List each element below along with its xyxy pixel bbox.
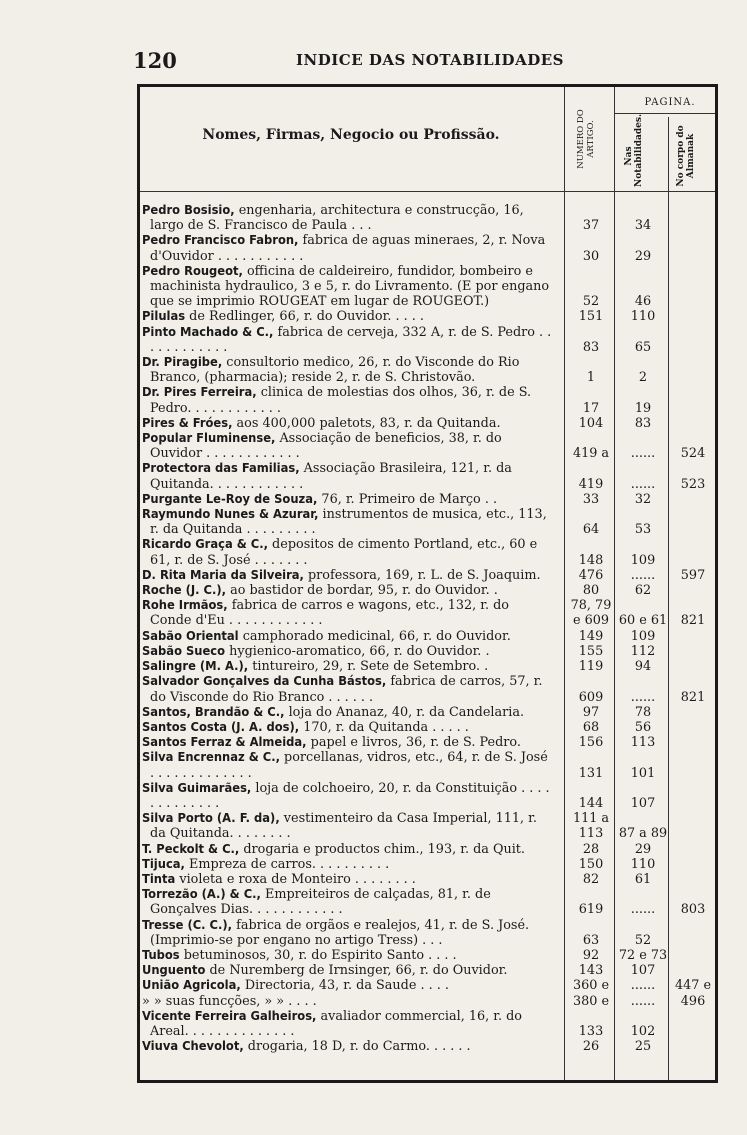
entry-description: ao bastidor de bordar, 95, r. do Ouvidor. . bbox=[226, 583, 498, 599]
entry-name: Tubos bbox=[142, 947, 180, 963]
entry-name: T. Peckolt & C., bbox=[142, 841, 240, 857]
article-number: 148 bbox=[578, 552, 604, 568]
entry-text bbox=[140, 644, 554, 659]
article-number: 26 bbox=[582, 1039, 600, 1055]
entry-text bbox=[140, 309, 554, 324]
entry-name: Santos, Brandão & C., bbox=[142, 704, 285, 720]
entry-text bbox=[140, 659, 554, 674]
article-number: 360 e bbox=[572, 978, 610, 994]
table-row bbox=[140, 994, 715, 1009]
entry-name: Silva Encrennaz & C., bbox=[142, 750, 280, 766]
article-number: 80 bbox=[582, 583, 600, 599]
page-notabilidades: 29 bbox=[634, 248, 652, 264]
entry-description: loja do Ananaz, 40, r. da Candelaria. bbox=[284, 704, 525, 720]
entry-description: fabrica de aguas mineraes, 2, r. Nova d'Ouvidor . . . . . . . . . . . bbox=[150, 233, 546, 264]
entry-name: Purgante Le-Roy de Souza, bbox=[142, 491, 318, 507]
entry-text bbox=[140, 705, 554, 720]
table-row bbox=[140, 857, 715, 872]
table-row bbox=[140, 948, 715, 963]
entry-text bbox=[140, 750, 554, 780]
table-row bbox=[140, 416, 715, 431]
entry-description: avaliador commercial, 16, r. do Areal. . . . . . . . . . . . . . bbox=[150, 1008, 522, 1039]
entry-name: Sabão Sueco bbox=[142, 643, 226, 659]
article-number: 419 bbox=[578, 476, 604, 492]
entry-text bbox=[140, 629, 554, 644]
page-almanak: 821 bbox=[680, 689, 706, 705]
page-notabilidades: 34 bbox=[634, 218, 652, 234]
article-number: 37 bbox=[582, 218, 600, 234]
table-row bbox=[140, 781, 715, 811]
article-number: 619 bbox=[578, 902, 604, 918]
entry-text bbox=[140, 978, 554, 993]
entry-description: de Nuremberg de Irnsinger, 66, r. do Ouvidor. bbox=[205, 963, 508, 979]
entry-description: engenharia, architectura e construcção, 16, largo de S. Francisco de Paula . . . bbox=[150, 203, 524, 234]
entry-name: Protectora das Familias, bbox=[142, 461, 300, 477]
entry-name: Pedro Francisco Fabron, bbox=[142, 233, 299, 249]
entry-text bbox=[140, 842, 554, 857]
article-number: 476 bbox=[578, 567, 604, 583]
table-row bbox=[140, 887, 715, 917]
entry-description: consultorio medico, 26, r. do Visconde do Rio Branco, (pharmacia); reside 2, r. de S. Christovão. bbox=[150, 355, 520, 386]
entry-description: Associação Brasileira, 121, r. da Quitanda. . . . . . . . . . . . bbox=[150, 461, 512, 492]
entry-name: União Agricola, bbox=[142, 978, 241, 994]
table-row bbox=[140, 1009, 715, 1039]
entry-name: Sabão Oriental bbox=[142, 628, 239, 644]
entry-text bbox=[140, 583, 554, 598]
page-almanak: 821 bbox=[680, 613, 706, 629]
entry-text bbox=[140, 598, 554, 628]
table-row bbox=[140, 918, 715, 948]
article-number: 78, 79 e 609 bbox=[570, 598, 612, 629]
entry-text bbox=[140, 416, 554, 431]
entry-text bbox=[140, 325, 554, 355]
page-notabilidades: 112 bbox=[630, 643, 656, 659]
entry-name: Pedro Rougeot, bbox=[142, 263, 243, 279]
page-notabilidades: 62 bbox=[634, 583, 652, 599]
entry-description: hygienico-aromatico, 66, r. do Ouvidor. . bbox=[225, 643, 490, 659]
entry-name: Salvador Gonçalves da Cunha Bástos, bbox=[142, 674, 387, 690]
page-number: 120 bbox=[133, 48, 177, 73]
entry-text bbox=[140, 1039, 554, 1054]
entry-text bbox=[140, 872, 554, 887]
page-notabilidades: ...... bbox=[630, 689, 656, 705]
entry-name: Dr. Piragibe, bbox=[142, 355, 223, 371]
entry-name: Tijuca, bbox=[142, 856, 185, 872]
article-number: 82 bbox=[582, 871, 600, 887]
table-row bbox=[140, 674, 715, 704]
article-number: 52 bbox=[582, 294, 600, 310]
entry-name: Tinta bbox=[142, 871, 176, 887]
article-number: 83 bbox=[582, 339, 600, 355]
page-notabilidades: ...... bbox=[630, 993, 656, 1009]
entry-name: Pilulas bbox=[142, 309, 186, 325]
entry-description: drogaria e productos chim., 193, r. da Quit. bbox=[239, 841, 525, 857]
entry-description: camphorado medicinal, 66, r. do Ouvidor. bbox=[238, 628, 511, 644]
page-notabilidades: 46 bbox=[634, 294, 652, 310]
entry-name: Raymundo Nunes & Azurar, bbox=[142, 507, 319, 523]
entry-name: Silva Guimarães, bbox=[142, 780, 252, 796]
page-notabilidades: 61 bbox=[634, 871, 652, 887]
entry-text bbox=[140, 385, 554, 415]
table-row bbox=[140, 872, 715, 887]
entry-text bbox=[140, 461, 554, 491]
entry-text bbox=[140, 857, 554, 872]
entry-description: betuminosos, 30, r. do Espirito Santo . . . . bbox=[179, 947, 457, 963]
index-table bbox=[137, 84, 718, 1083]
article-number: 156 bbox=[578, 735, 604, 751]
page-almanak: 496 bbox=[680, 993, 706, 1009]
entry-description: 76, r. Primeiro de Março . . bbox=[317, 491, 498, 507]
table-row bbox=[140, 963, 715, 978]
entry-description: instrumentos de musica, etc., 113, r. da Quitanda . . . . . . . . . bbox=[150, 507, 547, 538]
table-row bbox=[140, 264, 715, 310]
page-notabilidades: 53 bbox=[634, 522, 652, 538]
article-number: 30 bbox=[582, 248, 600, 264]
table-row bbox=[140, 583, 715, 598]
entry-description: 170, r. da Quitanda . . . . . bbox=[299, 719, 469, 735]
table-row bbox=[140, 811, 715, 841]
article-number: 609 bbox=[578, 689, 604, 705]
page-notabilidades: 83 bbox=[634, 415, 652, 431]
column-header-artigo: NUMERO DO ARTIGO. bbox=[576, 109, 596, 169]
page-notabilidades: 94 bbox=[634, 659, 652, 675]
table-row bbox=[140, 507, 715, 537]
table-row bbox=[140, 629, 715, 644]
article-number: 151 bbox=[578, 309, 604, 325]
entry-description: violeta e roxa de Monteiro . . . . . . . . bbox=[175, 871, 416, 887]
table-row bbox=[140, 750, 715, 780]
entry-description: Empreiteiros de calçadas, 81, r. de Gonçalves Dias. . . . . . . . . . . . bbox=[150, 887, 491, 918]
article-number: 64 bbox=[582, 522, 600, 538]
table-row bbox=[140, 720, 715, 735]
page-notabilidades: 65 bbox=[634, 339, 652, 355]
entry-text bbox=[140, 507, 554, 537]
page-notabilidades: 25 bbox=[634, 1039, 652, 1055]
entry-list bbox=[140, 203, 715, 1054]
entry-text bbox=[140, 568, 554, 583]
table-row bbox=[140, 325, 715, 355]
entry-name: Salingre (M. A.), bbox=[142, 659, 249, 675]
entry-name: Pinto Machado & C., bbox=[142, 324, 274, 340]
article-number: 1 bbox=[586, 370, 596, 386]
article-number: 149 bbox=[578, 628, 604, 644]
entry-description: fabrica de orgãos e realejos, 41, r. de S. José. (Imprimio-se por engano no artigo Tress) . . . bbox=[150, 917, 530, 948]
page-notabilidades: 102 bbox=[630, 1023, 656, 1039]
entry-name: Pedro Bosisio, bbox=[142, 203, 235, 218]
page-notabilidades: ...... bbox=[630, 476, 656, 492]
entry-name: Ricardo Graça & C., bbox=[142, 537, 268, 553]
page-notabilidades: 87 a 89 bbox=[618, 826, 668, 842]
article-number: 150 bbox=[578, 856, 604, 872]
article-number: 104 bbox=[578, 415, 604, 431]
page-notabilidades: 32 bbox=[634, 491, 652, 507]
entry-text bbox=[140, 994, 554, 1009]
entry-text bbox=[140, 264, 554, 310]
page-almanak: 524 bbox=[680, 446, 706, 462]
entry-description: tintureiro, 29, r. Sete de Setembro. . bbox=[248, 659, 489, 675]
page-notabilidades: 113 bbox=[630, 735, 656, 751]
page-notabilidades: 60 e 61 bbox=[618, 613, 668, 629]
column-header-pagina: PAGINA. bbox=[644, 97, 696, 108]
table-row bbox=[140, 842, 715, 857]
entry-name: Rohe Irmãos, bbox=[142, 598, 228, 614]
page-notabilidades: 78 bbox=[634, 704, 652, 720]
entry-description: depositos de cimento Portland, etc., 60 e 61, r. de S. José . . . . . . . bbox=[150, 537, 538, 568]
page-notabilidades: ...... bbox=[630, 567, 656, 583]
column-header-names: Nomes, Firmas, Negocio ou Profissão. bbox=[202, 127, 500, 143]
page-notabilidades: 29 bbox=[634, 841, 652, 857]
entry-text bbox=[140, 431, 554, 461]
entry-name: Unguento bbox=[142, 963, 206, 979]
entry-text bbox=[140, 811, 554, 841]
page-title: INDICE DAS NOTABILIDADES bbox=[296, 51, 564, 69]
entry-description: officina de caldeireiro, fundidor, bombeiro e machinista hydraulico, 3 e 5, r. do Livramento. (E por engano que se imprimio ROUGEAT em lugar de ROUGEOT.) bbox=[150, 263, 550, 310]
entry-name: Santos Costa (J. A. dos), bbox=[142, 719, 300, 735]
page-almanak: 447 e bbox=[674, 978, 712, 994]
page-notabilidades: 107 bbox=[630, 963, 656, 979]
article-number: 131 bbox=[578, 765, 604, 781]
column-header-notabilidades: Nas Notabilidades. bbox=[624, 113, 644, 187]
table-row bbox=[140, 431, 715, 461]
article-number: 133 bbox=[578, 1023, 604, 1039]
article-number: 380 e bbox=[572, 993, 610, 1009]
page-notabilidades: 109 bbox=[630, 628, 656, 644]
page-almanak: 803 bbox=[680, 902, 706, 918]
entry-name: Tresse (C. C.), bbox=[142, 917, 233, 933]
table-row bbox=[140, 1039, 715, 1054]
entry-description: clinica de molestias dos olhos, 36, r. de S. Pedro. . . . . . . . . . . . bbox=[150, 385, 532, 416]
table-row bbox=[140, 461, 715, 491]
article-number: 92 bbox=[582, 947, 600, 963]
article-number: 33 bbox=[582, 491, 600, 507]
page-notabilidades: 72 e 73 bbox=[618, 947, 668, 963]
article-number: 17 bbox=[582, 400, 600, 416]
entry-description: » » suas funcções, » » . . . . bbox=[142, 993, 317, 1009]
article-number: 68 bbox=[582, 719, 600, 735]
entry-description: aos 400,000 paletots, 83, r. da Quitanda. bbox=[232, 415, 501, 431]
entry-name: Vicente Ferreira Galheiros, bbox=[142, 1008, 317, 1024]
entry-name: Roche (J. C.), bbox=[142, 583, 226, 599]
entry-text bbox=[140, 887, 554, 917]
table-row bbox=[140, 735, 715, 750]
table-row bbox=[140, 598, 715, 628]
table-row bbox=[140, 355, 715, 385]
article-number: 144 bbox=[578, 795, 604, 811]
entry-name: D. Rita Maria da Silveira, bbox=[142, 567, 304, 583]
page-notabilidades: ...... bbox=[630, 446, 656, 462]
article-number: 119 bbox=[578, 659, 604, 675]
entry-description: papel e livros, 36, r. de S. Pedro. bbox=[306, 735, 521, 751]
article-number: 419 a bbox=[572, 446, 610, 462]
table-row bbox=[140, 978, 715, 993]
entry-description: porcellanas, vidros, etc., 64, r. de S. José . . . . . . . . . . . . . bbox=[150, 750, 548, 781]
table-row bbox=[140, 203, 715, 233]
page-notabilidades: 110 bbox=[630, 309, 656, 325]
page-almanak: 523 bbox=[680, 476, 706, 492]
entry-description: loja de colchoeiro, 20, r. da Constituição . . . . . . . . . . . . . bbox=[150, 780, 550, 811]
entry-name: Dr. Pires Ferreira, bbox=[142, 385, 257, 401]
header-rule bbox=[140, 191, 715, 192]
entry-description: fabrica de cerveja, 332 A, r. de S. Pedro . . . . . . . . . . . . bbox=[150, 324, 552, 355]
entry-name: Viuva Chevolot, bbox=[142, 1039, 244, 1055]
table-row bbox=[140, 705, 715, 720]
entry-text bbox=[140, 948, 554, 963]
page-notabilidades: 56 bbox=[634, 719, 652, 735]
entry-description: fabrica de carros e wagons, etc., 132, r. do Conde d'Eu . . . . . . . . . . . . bbox=[150, 598, 510, 629]
article-number: 155 bbox=[578, 643, 604, 659]
page-notabilidades: ...... bbox=[630, 902, 656, 918]
entry-description: fabrica de carros, 57, r. do Visconde do Rio Branco . . . . . . bbox=[150, 674, 543, 705]
page-notabilidades: ...... bbox=[630, 978, 656, 994]
entry-description: de Redlinger, 66, r. do Ouvidor. . . . . bbox=[185, 309, 424, 325]
page-notabilidades: 110 bbox=[630, 856, 656, 872]
column-header-almanak: No corpo do Almanak bbox=[676, 125, 696, 187]
table-row bbox=[140, 309, 715, 324]
entry-text bbox=[140, 735, 554, 750]
page-notabilidades: 2 bbox=[638, 370, 648, 386]
entry-text bbox=[140, 492, 554, 507]
page-notabilidades: 101 bbox=[630, 765, 656, 781]
table-row bbox=[140, 233, 715, 263]
table-row bbox=[140, 385, 715, 415]
table-row bbox=[140, 644, 715, 659]
article-number: 143 bbox=[578, 963, 604, 979]
article-number: 111 a 113 bbox=[572, 811, 610, 842]
table-row bbox=[140, 537, 715, 567]
entry-name: Pires & Fróes, bbox=[142, 415, 233, 431]
entry-description: Empreza de carros. . . . . . . . . . bbox=[184, 856, 390, 872]
entry-description: vestimenteiro da Casa Imperial, 111, r. da Quitanda. . . . . . . . bbox=[150, 811, 537, 842]
table-row bbox=[140, 659, 715, 674]
page-almanak: 597 bbox=[680, 567, 706, 583]
table-row bbox=[140, 492, 715, 507]
entry-text bbox=[140, 781, 554, 811]
entry-text bbox=[140, 674, 554, 704]
page-notabilidades: 19 bbox=[634, 400, 652, 416]
entry-description: Directoria, 43, r. da Saude . . . . bbox=[240, 978, 449, 994]
entry-name: Santos Ferraz & Almeida, bbox=[142, 735, 307, 751]
entry-description: drogaria, 18 D, r. do Carmo. . . . . . bbox=[243, 1039, 471, 1055]
table-row bbox=[140, 568, 715, 583]
entry-text bbox=[140, 537, 554, 567]
entry-text bbox=[140, 233, 554, 263]
article-number: 63 bbox=[582, 932, 600, 948]
entry-text bbox=[140, 203, 554, 233]
article-number: 97 bbox=[582, 704, 600, 720]
entry-text bbox=[140, 720, 554, 735]
page-notabilidades: 52 bbox=[634, 932, 652, 948]
page-notabilidades: 109 bbox=[630, 552, 656, 568]
entry-name: Popular Fluminense, bbox=[142, 431, 276, 447]
article-number: 28 bbox=[582, 841, 600, 857]
entry-text bbox=[140, 1009, 554, 1039]
page-notabilidades: 107 bbox=[630, 795, 656, 811]
entry-name: Torrezão (A.) & C., bbox=[142, 887, 261, 903]
entry-text bbox=[140, 918, 554, 948]
entry-name: Silva Porto (A. F. da), bbox=[142, 811, 280, 827]
entry-description: Associação de beneficios, 38, r. do Ouvidor . . . . . . . . . . . . bbox=[150, 431, 502, 462]
entry-text bbox=[140, 963, 554, 978]
entry-description: professora, 169, r. L. de S. Joaquim. bbox=[303, 567, 541, 583]
entry-text bbox=[140, 355, 554, 385]
